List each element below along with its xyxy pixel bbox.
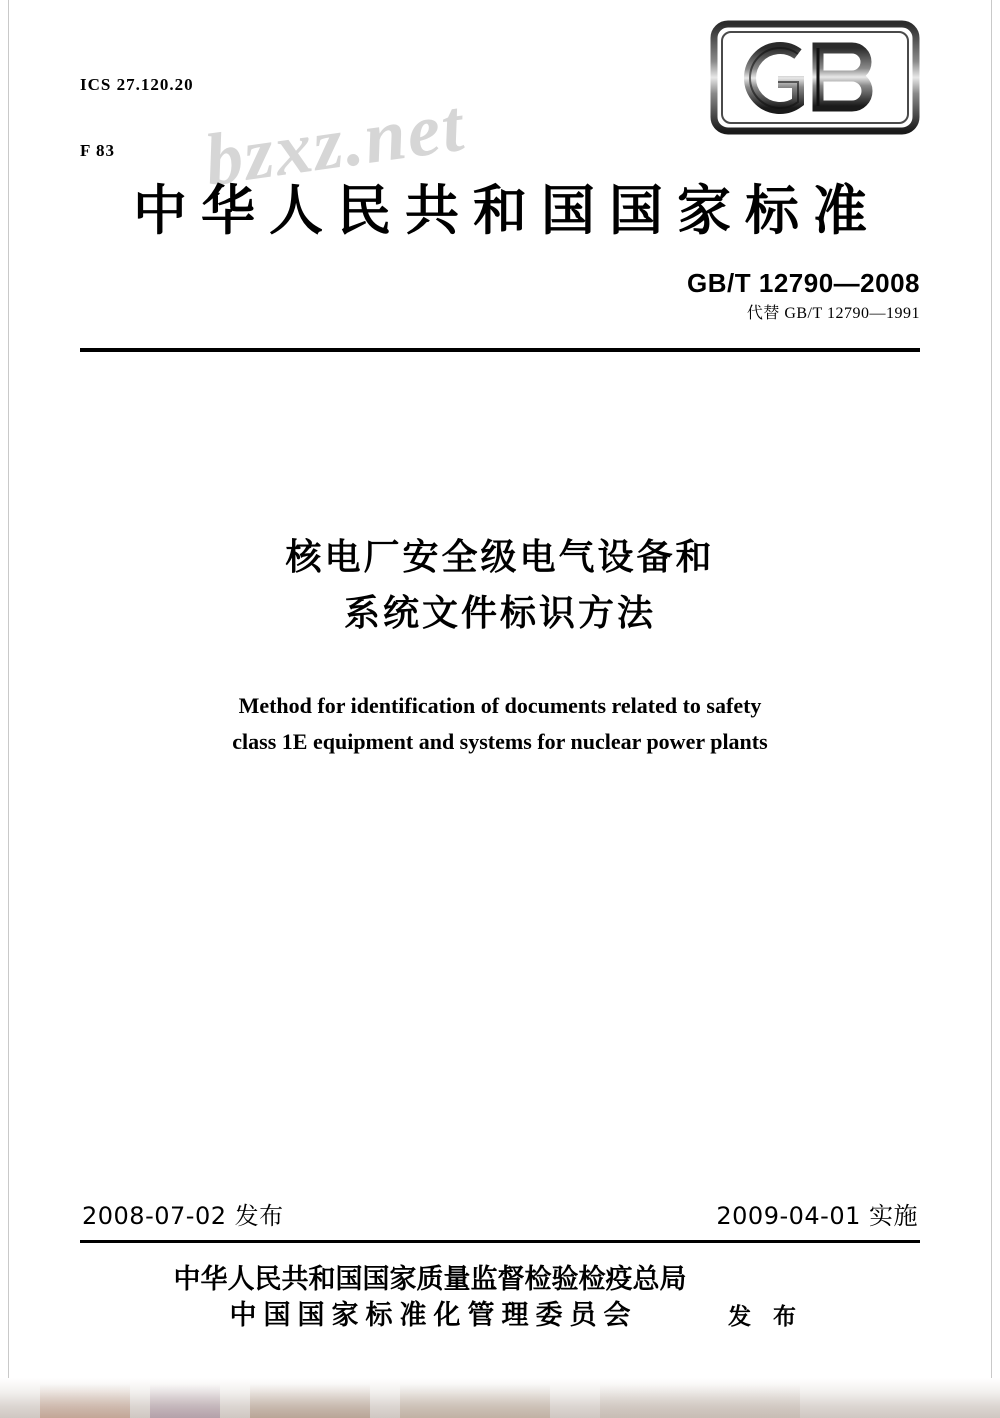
issue-date: 2008-07-02 发布 <box>82 1202 284 1230</box>
national-standard-title: 中华人民共和国国家标准 <box>133 179 881 242</box>
ics-code: ICS 27.120.20 <box>80 75 194 94</box>
scan-artifact-band <box>0 1378 1000 1418</box>
document-subtitle-line-2: class 1E equipment and systems for nuclear power plants <box>232 729 768 754</box>
scan-blot <box>250 1384 370 1418</box>
scan-blot <box>400 1384 550 1418</box>
cover-content <box>80 0 920 1418</box>
publisher-block <box>80 1262 780 1334</box>
scan-blot <box>150 1384 220 1418</box>
document-subtitle-line-1: Method for identification of documents related to safety <box>238 693 762 718</box>
classification-code: F 83 <box>80 141 116 160</box>
gb-logo-icon <box>710 20 920 135</box>
document-title-line-1: 核电厂安全级电气设备和 <box>285 537 715 578</box>
standard-replaces: 代替 GB/T 12790—1991 <box>746 305 920 322</box>
header-divider <box>80 348 920 352</box>
publisher-line-2: 中国国家标准化管理委员会 <box>229 1300 638 1331</box>
scan-edge-left <box>8 0 9 1418</box>
watermark-text: bzxz.net <box>200 84 470 203</box>
publisher-line-1: 中华人民共和国国家质量监督检验检疫总局 <box>173 1264 687 1295</box>
document-title <box>80 530 920 642</box>
document-subtitle <box>80 688 920 760</box>
effective-date: 2009-04-01 实施 <box>716 1202 918 1230</box>
document-title-line-2: 系统文件标识方法 <box>343 593 656 634</box>
scan-blot <box>40 1384 130 1418</box>
publish-label: 发 布 <box>728 1304 804 1330</box>
scan-edge-right <box>991 0 992 1418</box>
footer-divider <box>80 1240 920 1243</box>
standard-number: GB/T 12790—2008 <box>687 268 920 298</box>
scan-blot <box>600 1384 800 1418</box>
